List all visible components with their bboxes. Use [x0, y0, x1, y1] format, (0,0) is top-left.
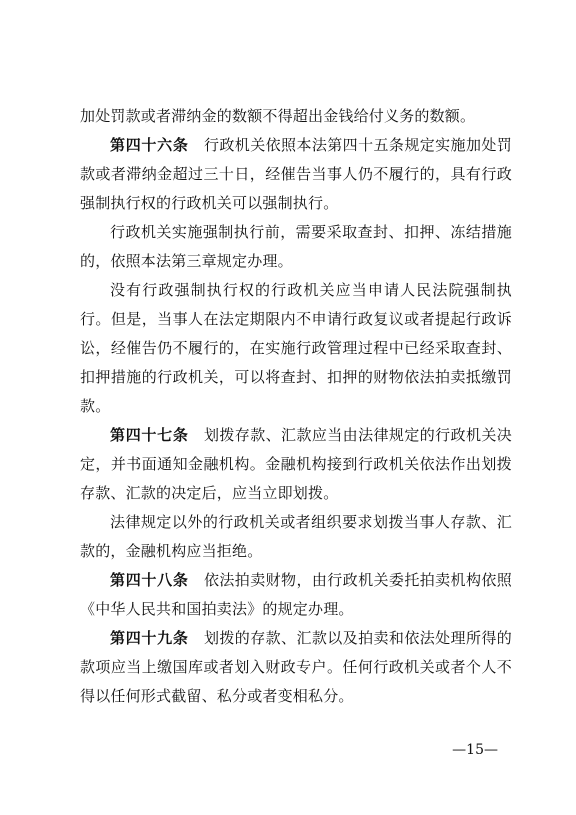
paragraph-text: 划拨的存款、汇款以及拍卖和依法处理所得的款项应当上缴国库或者划入财政专户。任何行政机关或者个人不得以任何形式截留、私分或者变相私分。 [80, 629, 512, 705]
paragraph-4 [80, 276, 512, 421]
paragraph-text: 法律规定以外的行政机关或者组织要求划拨当事人存款、汇款的，金融机构应当拒绝。 [80, 513, 512, 560]
paragraph-text: 行政机关依照本法第四十五条规定实施加处罚款或者滞纳金超过三十日，经催告当事人仍不履行的，具有行政强制执行权的行政机关可以强制执行。 [80, 136, 512, 212]
document-body [80, 102, 512, 711]
paragraph-text: 依法拍卖财物，由行政机关委托拍卖机构依照《中华人民共和国拍卖法》的规定办理。 [80, 571, 512, 618]
article-number: 第四十九条 [110, 629, 189, 647]
page-number: —15— [452, 742, 498, 758]
paragraph-text: 加处罚款或者滞纳金的数额不得超出金钱给付义务的数额。 [80, 107, 476, 125]
article-number: 第四十八条 [110, 571, 189, 589]
paragraph-text: 划拨存款、汇款应当由法律规定的行政机关决定，并书面通知金融机构。金融机构接到行政机关依法作出划拨存款、汇款的决定后，应当立即划拨。 [80, 426, 512, 502]
paragraph-3 [80, 218, 512, 276]
article-49 [80, 624, 512, 711]
paragraph-text: 没有行政强制执行权的行政机关应当申请人民法院强制执行。但是，当事人在法定期限内不申请行政复议或者提起行政诉讼，经催告仍不履行的，在实施行政管理过程中已经采取查封、扣押措施的行政机关，可以将查封、扣押的财物依法拍卖抵缴罚款。 [80, 281, 512, 415]
article-number: 第四十七条 [110, 426, 189, 444]
article-47 [80, 421, 512, 508]
paragraph-6 [80, 508, 512, 566]
paragraph-text: 行政机关实施强制执行前，需要采取查封、扣押、冻结措施的，依照本法第三章规定办理。 [80, 223, 512, 270]
paragraph-1 [80, 102, 512, 131]
article-number: 第四十六条 [110, 136, 189, 154]
article-46 [80, 131, 512, 218]
article-48 [80, 566, 512, 624]
